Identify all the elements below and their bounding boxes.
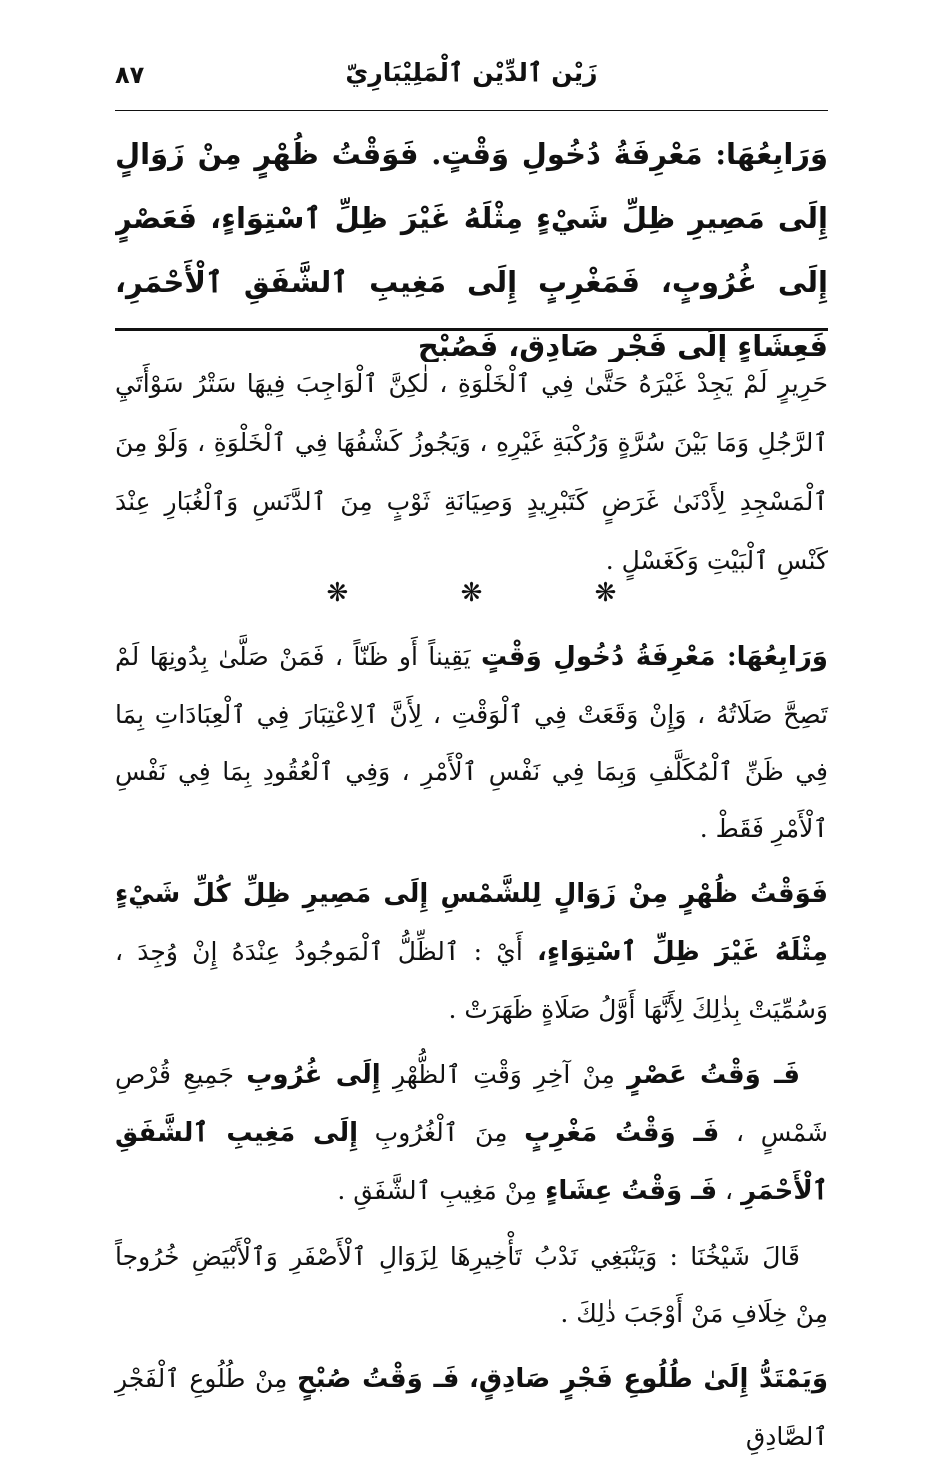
commentary-text: مِنْ آخِرِ وَقْتِ ٱلظُّهْرِ [380, 1060, 628, 1089]
matn-sharh-divider [115, 328, 828, 331]
matn-quote: فَـ وَقْتُ مَغْرِبٍ [524, 1118, 720, 1148]
commentary-text: مِنْ مَغِيبِ ٱلشَّفَقِ . [337, 1176, 546, 1205]
commentary-text [459, 1364, 469, 1393]
commentary-text: يَقِيناً أَو ظَنّاً ، فَمَنْ صَلَّىٰ بِدُونِهَا لَمْ تَصِحَّ صَلَاتُهُ ، وَإِنْ وَقَعَتْ فِي ٱلْوَقْتِ ، لِأَنَّ ٱلِاعْتِبَارَ فِي ٱلْعِبَادَاتِ بِمَا فِي ظَنِّ ٱلْمُكَلَّفِ وَبِمَا فِي نَفْسِ ٱلْأَمْرِ ، وَفِي ٱلْعُقُودِ بِمَا فِي نَفْسِ ٱلْأَمْرِ فَقَطْ . [115, 642, 828, 843]
matn-quote: وَرَابِعُهَا: مَعْرِفَةُ دُخُولِ وَقْتٍ [481, 642, 828, 672]
sharh-paragraph [115, 865, 828, 1038]
separator-star: ❋ [460, 578, 483, 608]
matn-quote: وَيَمْتَدُّ إِلَىٰ طُلُوعِ فَجْرٍ صَادِقٍ، [468, 1364, 828, 1394]
matn-quote: فَـ وَقْتُ صُبْحٍ [296, 1364, 460, 1394]
separator-star: ❋ [594, 578, 617, 608]
page-header [115, 50, 828, 106]
sharh-paragraph [115, 1046, 828, 1220]
commentary-text: قَالَ شَيْخُنَا : وَيَنْبَغِي نَدْبُ تَأْخِيرِهَا لِزَوَالِ ٱلْأَصْفَرِ وَٱلْأَبْيَضِ خُرُوجاً مِنْ خِلَافِ مَنْ أَوْجَبَ ذٰلِكَ . [115, 1242, 828, 1328]
sharh-body [115, 628, 828, 1473]
section-separator [115, 578, 828, 608]
separator-star: ❋ [326, 578, 349, 608]
header-rule [115, 110, 828, 111]
commentary-text: أَيْ : ٱلظِّلُّ ٱلْمَوجُودُ عِنْدَهُ إِنْ وُجِدَ ، وَسُمِّيَتْ بِذٰلِكَ لِأَنَّهَا أَوَّلُ صَلَاةٍ ظَهَرَتْ . [115, 937, 828, 1024]
commentary-text: جَمِيعِ قُرْصِ شَمْسٍ ، [115, 1060, 828, 1147]
commentary-text: مِنَ ٱلْغُرُوبِ [358, 1118, 525, 1147]
sharh-paragraph [115, 1228, 828, 1342]
sharh-paragraph [115, 1350, 828, 1465]
running-title: زَيْن ٱلدِّيْن ٱلْمَلِيْبَارِيّ [345, 58, 598, 87]
matn-quote: فَـ وَقْتُ عَصْرٍ [627, 1060, 800, 1090]
matn-quote: فَوَقْتُ ظُهْرٍ مِنْ زَوَالٍ لِلشَّمْسِ إِلَى مَصِيرِ ظِلِّ كُلِّ شَيْءٍ مِثْلَهُ غَيْرَ ظِلِّ ٱسْتِوَاءٍ، [115, 879, 828, 967]
sharh-intro-paragraph: حَرِيرٍ لَمْ يَجِدْ غَيْرَهُ حَتَّىٰ فِي ٱلْخَلْوَةِ ، لٰكِنَّ ٱلْوَاجِبَ فِيهَا سَتْرُ سَوْأَتَيِ ٱلرَّجُلِ وَمَا بَيْنَ سُرَّةٍ وَرُكْبَةِ غَيْرِهِ ، وَيَجُوزُ كَشْفُهَا فِي ٱلْخَلْوَةِ ، وَلَوْ مِنَ ٱلْمَسْجِدِ لِأَدْنَىٰ غَرَضٍ كَتَبْرِيدٍ وَصِيَانَةِ ثَوْبٍ مِنَ ٱلدَّنَسِ وَٱلْغُبَارِ عِنْدَ كَنْسِ ٱلْبَيْتِ وَكَغَسْلٍ . [115, 369, 828, 575]
matn-text: وَرَابِعُهَا: مَعْرِفَةُ دُخُولِ وَقْتٍ. فَوَقْتُ ظُهْرٍ مِنْ زَوَالٍ إِلَى مَصِيرِ ظِلِّ شَيْءٍ مِثْلَهُ غَيْرَ ظِلِّ ٱسْتِوَاءٍ، فَعَصْرٍ إِلَى غُرُوبٍ، فَمَغْرِبٍ إِلَى مَغِيبِ ٱلشَّفَقِ ٱلْأَحْمَرِ، فَعِشَاءٍ إِلَى فَجْرٍ صَادِقٍ، فَصُبْحٍ [115, 137, 828, 362]
matn-quote: إِلَى غُرُوبِ [246, 1060, 381, 1090]
matn-quote: فَـ وَقْتُ عِشَاءٍ [545, 1176, 718, 1206]
sharh-paragraph [115, 628, 828, 857]
commentary-text: مِنْ طُلُوعِ ٱلْفَجْرِ ٱلصَّادِقِ [115, 1364, 828, 1451]
commentary-text: ، [717, 1176, 742, 1205]
page-number: ٨٧ [115, 60, 145, 89]
matn-quote: إِلَى مَغِيبِ ٱلشَّفَقِ ٱلْأَحْمَرِ [115, 1118, 828, 1206]
book-page [115, 50, 828, 1451]
